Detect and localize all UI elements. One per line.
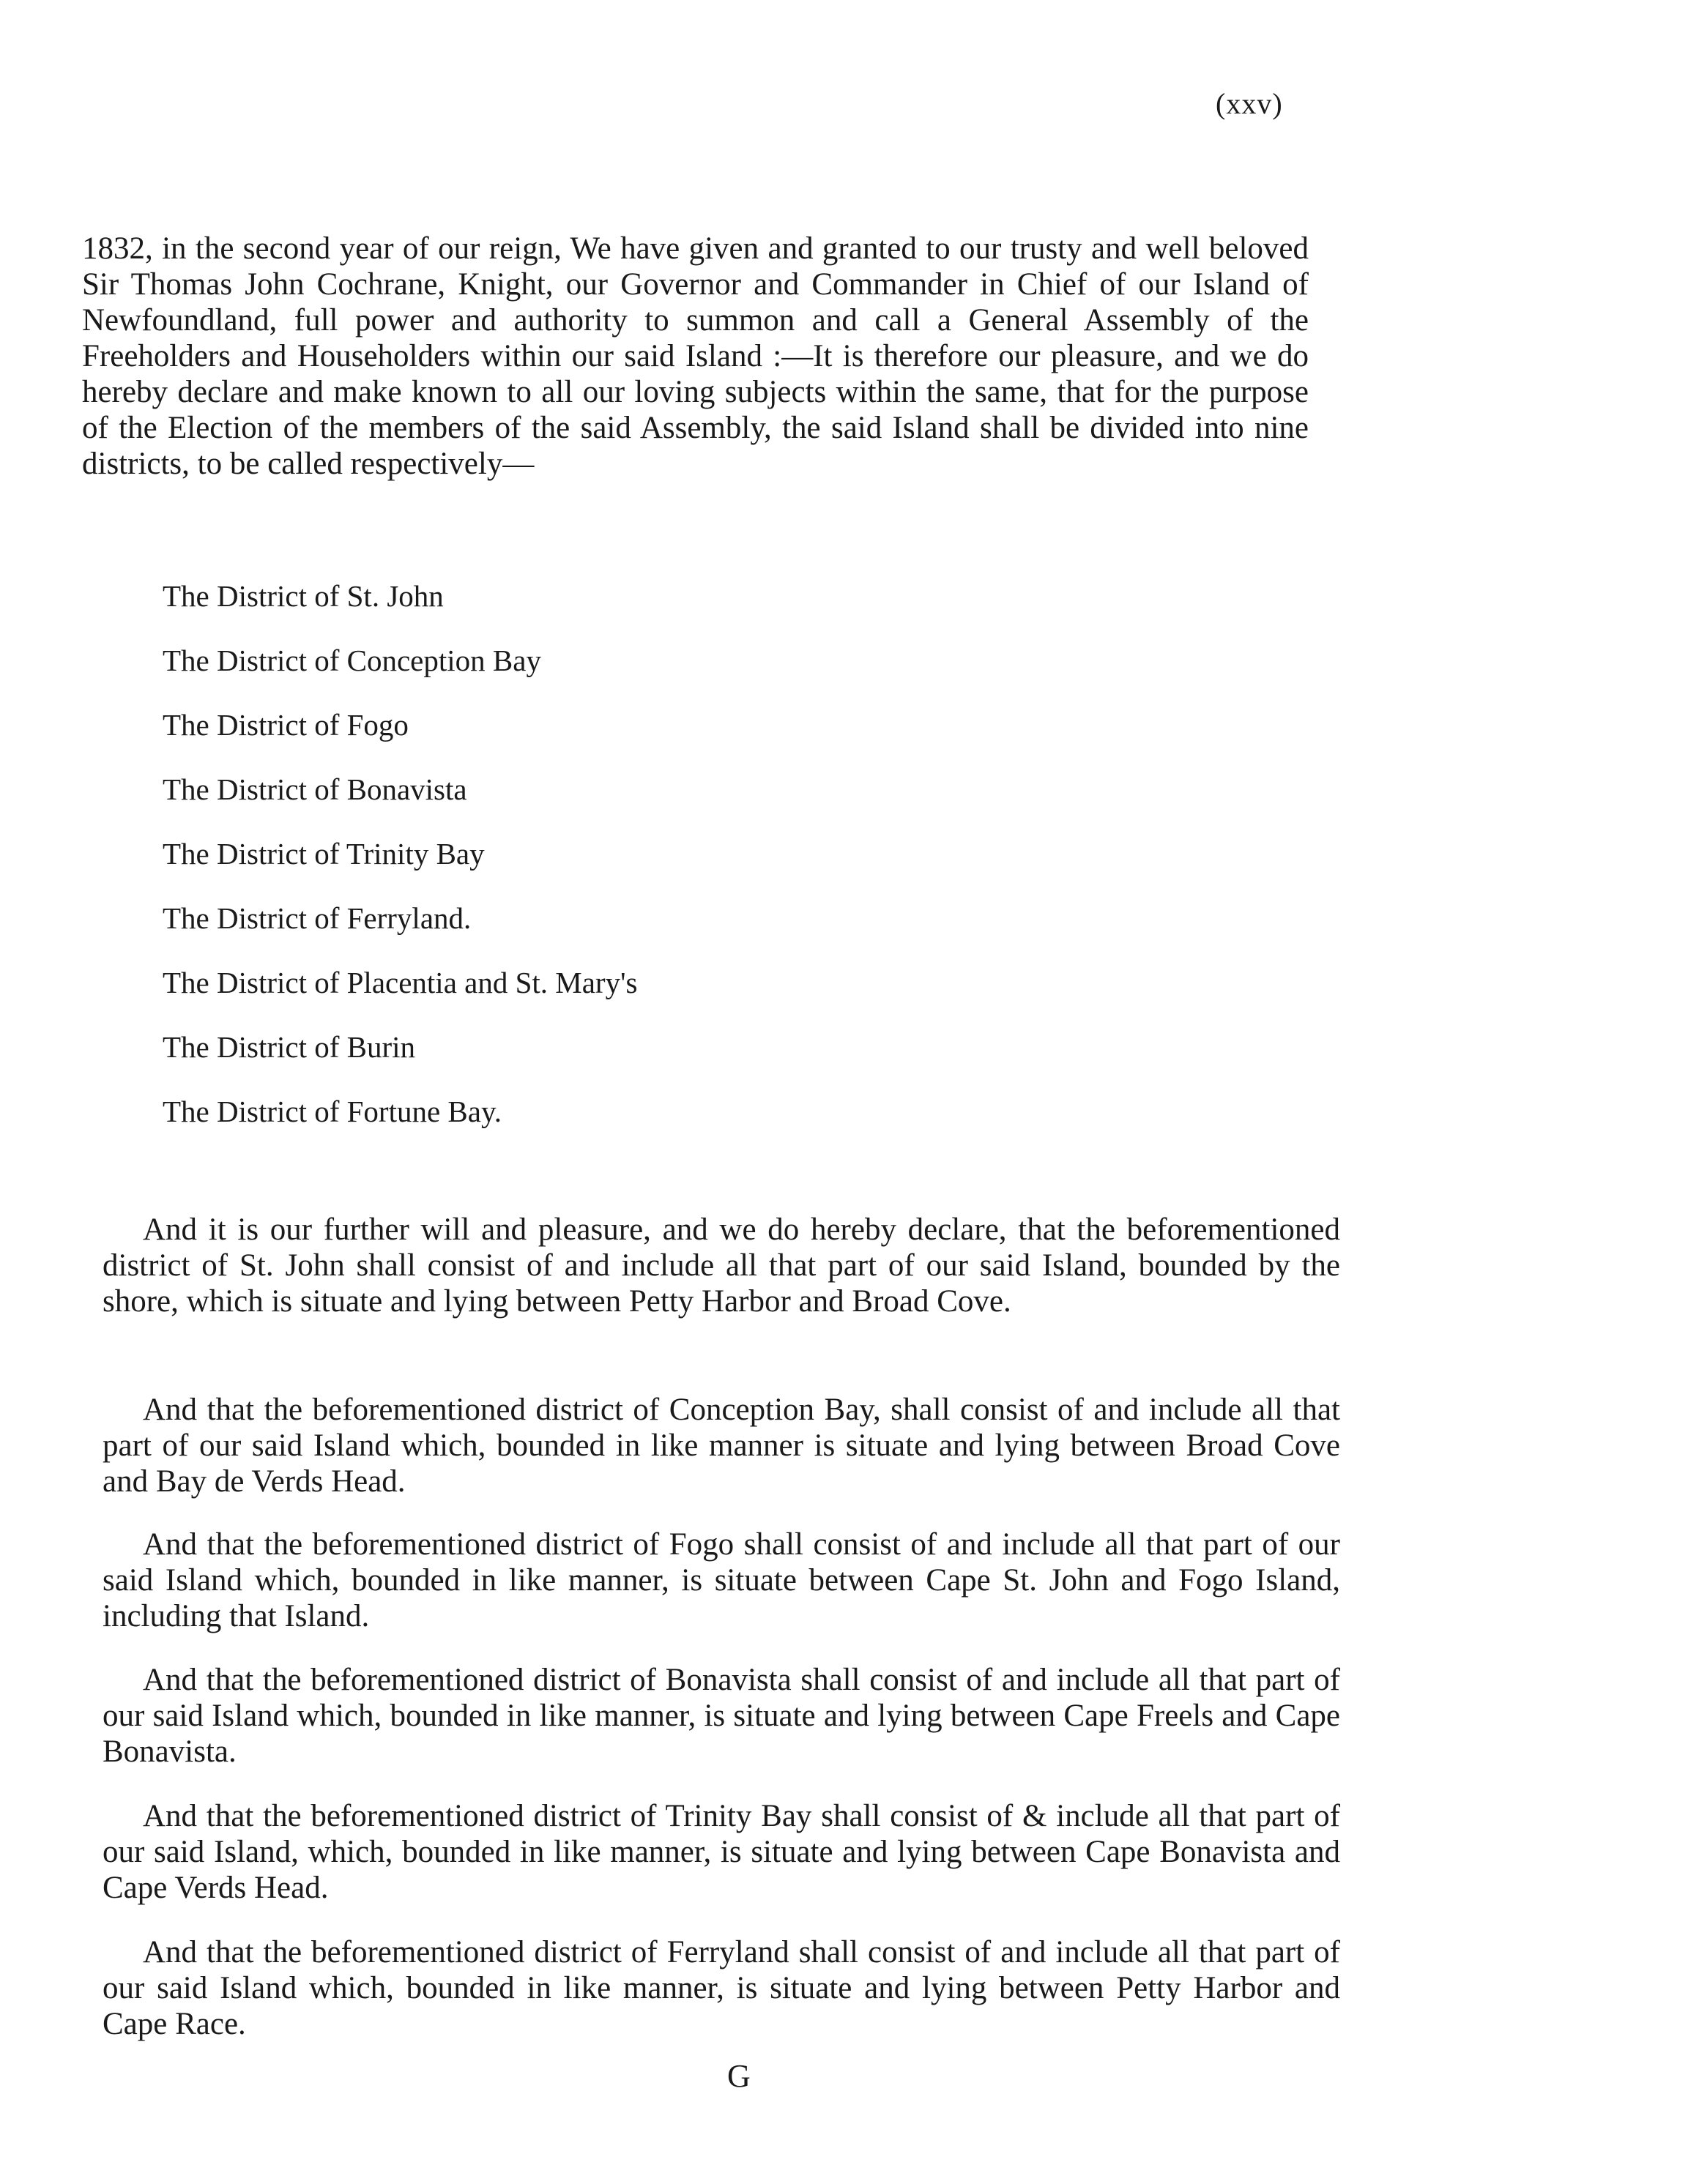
district-item: The District of Fortune Bay. — [163, 1095, 502, 1128]
opening-paragraph: 1832, in the second year of our reign, We have given and granted to our trusty and well beloved Sir Thomas John Cochrane, Knight, our Governor and Commander in Chief of our Island of Newfoundland, full power and authority to summon and call a General Assembly of the Freeholders and Householders within our said Island :—It is therefore our pleasure, and we do hereby declare and make known to all our loving subjects within the same, that for the purpose of the Election of the members of the said Assembly, the said Island shall be divided into nine districts, to be called respectively— — [82, 231, 1309, 481]
paragraph-conception-bay: And that the beforementioned district of Conception Bay, shall consist of and include all that part of our said Island which, bounded in like manner is situate and lying between Broad Cove and Bay de Verds Head. — [103, 1393, 1340, 1499]
district-item: The District of Ferryland. — [163, 901, 472, 935]
district-item: The District of Burin — [163, 1030, 416, 1064]
paragraph-trinity-bay: And that the beforementioned district of Trinity Bay shall consist of & include all that part of our said Island, which, bounded in like manner, is situate and lying between Cape Bonavista and Cape Verds Head. — [103, 1799, 1340, 1905]
page-number: (xxv) — [1216, 87, 1283, 120]
district-item: The District of Conception Bay — [163, 644, 541, 677]
district-item: The District of St. John — [163, 579, 444, 613]
district-item: The District of Fogo — [163, 708, 409, 742]
district-item: The District of Bonavista — [163, 772, 467, 806]
paragraph-st-john: And it is our further will and pleasure, and we do hereby declare, that the beforementioned district of St. John shall consist of and include all that part of our said Island, bounded by the shore, which is situate and lying between Petty Harbor and Broad Cove. — [103, 1212, 1340, 1319]
paragraph-ferryland: And that the beforementioned district of Ferryland shall consist of and include all that part of our said Island which, bounded in like manner, is situate and lying between Petty Harbor and Cape Race. — [103, 1935, 1340, 2041]
district-item: The District of Placentia and St. Mary's — [163, 966, 638, 999]
district-item: The District of Trinity Bay — [163, 837, 485, 871]
paragraph-fogo: And that the beforementioned district of Fogo shall consist of and include all that part of our said Island which, bounded in like manner, is situate between Cape St. John and Fogo Island, including that Island. — [103, 1527, 1340, 1633]
paragraph-bonavista: And that the beforementioned district of Bonavista shall consist of and include all that part of our said Island which, bounded in like manner, is situate and lying between Cape Freels and Cape Bonavista. — [103, 1663, 1340, 1769]
signature-mark: G — [727, 2058, 751, 2094]
district-list — [163, 564, 637, 1144]
